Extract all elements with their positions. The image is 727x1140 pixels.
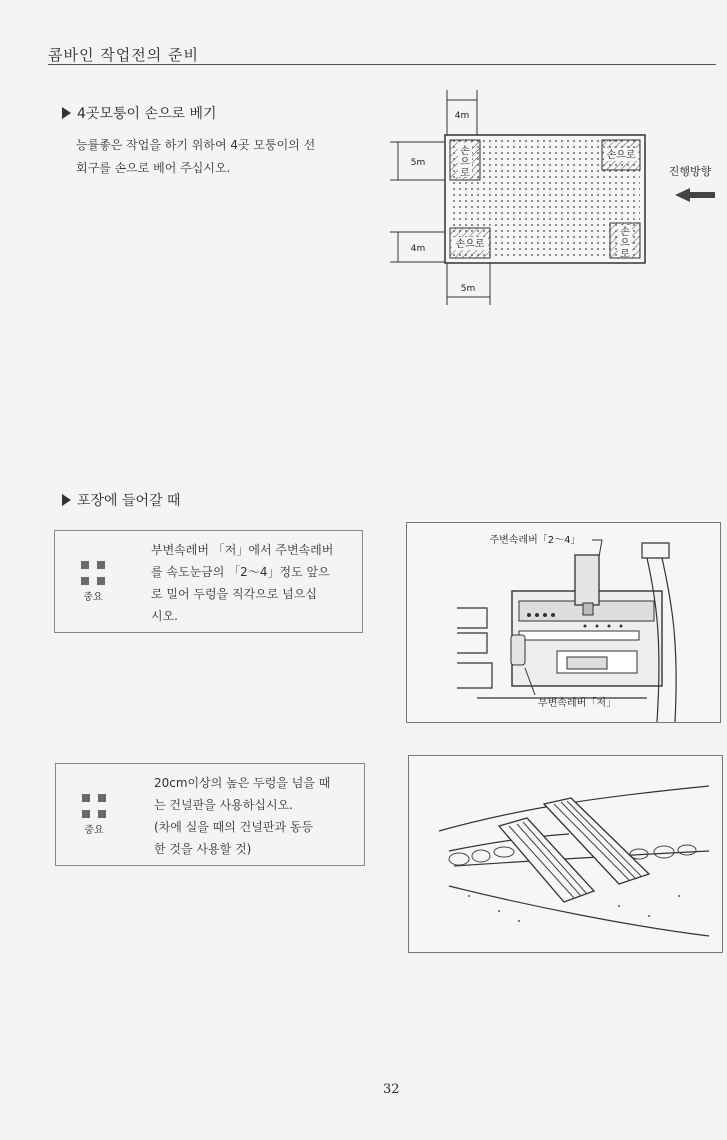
important-icon-group xyxy=(81,561,105,603)
section1-body xyxy=(76,134,376,180)
triangle-bullet-icon xyxy=(62,107,71,119)
direction-arrow-icon xyxy=(675,188,715,202)
ramp-illustration xyxy=(409,756,722,952)
lever-figure-box xyxy=(406,522,721,723)
note-line: 는 건널판을 사용하십시오. xyxy=(154,798,293,812)
triangle-bullet-icon xyxy=(62,494,71,506)
important-icon xyxy=(82,794,106,818)
important-label: 중요 xyxy=(83,592,103,603)
important-icon xyxy=(81,561,105,585)
field-corner-diagram xyxy=(380,85,725,310)
corner-label-char: 로 xyxy=(460,168,470,179)
section2-heading xyxy=(62,490,181,510)
section1-body-line: 회구를 손으로 베어 주십시오. xyxy=(76,161,231,175)
main-lever-label: 주변속레버「2～4」 xyxy=(489,535,581,546)
dim-bottom-label: 5m xyxy=(460,284,476,294)
important-note-2 xyxy=(55,763,365,866)
corner-label-char: 손 xyxy=(460,146,470,157)
note2-text xyxy=(154,772,359,860)
page-header-title: 콤바인 작업전의 준비 xyxy=(48,46,199,64)
note-line: (차에 실을 때의 건널판과 동등 xyxy=(154,820,314,834)
note-line: 부변속레버 「저」에서 주변속레버 xyxy=(151,543,334,557)
corner-label-char: 손 xyxy=(620,227,630,238)
note1-text xyxy=(151,539,351,627)
note-line: 로 밀어 두렁을 직각으로 넘으십 xyxy=(151,587,317,601)
corner-label-top-right: 손으로 xyxy=(606,150,636,161)
section1-title: 4곳모퉁이 손으로 베기 xyxy=(77,106,217,122)
important-label: 중요 xyxy=(84,825,104,836)
corner-label-char: 로 xyxy=(620,249,630,260)
section1-heading xyxy=(62,103,217,123)
corner-label-bottom-left: 손으로 xyxy=(455,239,485,250)
lever-panel-illustration xyxy=(407,523,720,722)
important-icon-group xyxy=(82,794,106,836)
dim-top-label: 4m xyxy=(454,111,470,121)
section2-title: 포장에 들어갈 때 xyxy=(77,493,181,509)
page-number: 32 xyxy=(383,1082,400,1097)
important-note-1 xyxy=(54,530,363,633)
corner-label-char: 으 xyxy=(460,157,470,168)
note-line: 시오. xyxy=(151,609,178,623)
dim-left-bottom-label: 4m xyxy=(410,244,426,254)
note-line: 20cm이상의 높은 두렁을 넘을 때 xyxy=(154,776,331,790)
direction-label: 진행방향 xyxy=(668,165,712,178)
header-rule xyxy=(48,64,716,65)
dim-left-top-label: 5m xyxy=(410,158,426,168)
corner-label-char: 으 xyxy=(620,238,630,249)
sub-lever-label: 부변속레버「저」 xyxy=(538,698,616,709)
note-line: 를 속도눈금의 「2～4」정도 앞으 xyxy=(151,565,330,579)
note-line: 한 것을 사용할 것) xyxy=(154,842,252,856)
ramp-figure-box xyxy=(408,755,723,953)
section1-body-line: 능률좋은 작업을 하기 위하여 4곳 모퉁이의 선 xyxy=(76,138,316,152)
